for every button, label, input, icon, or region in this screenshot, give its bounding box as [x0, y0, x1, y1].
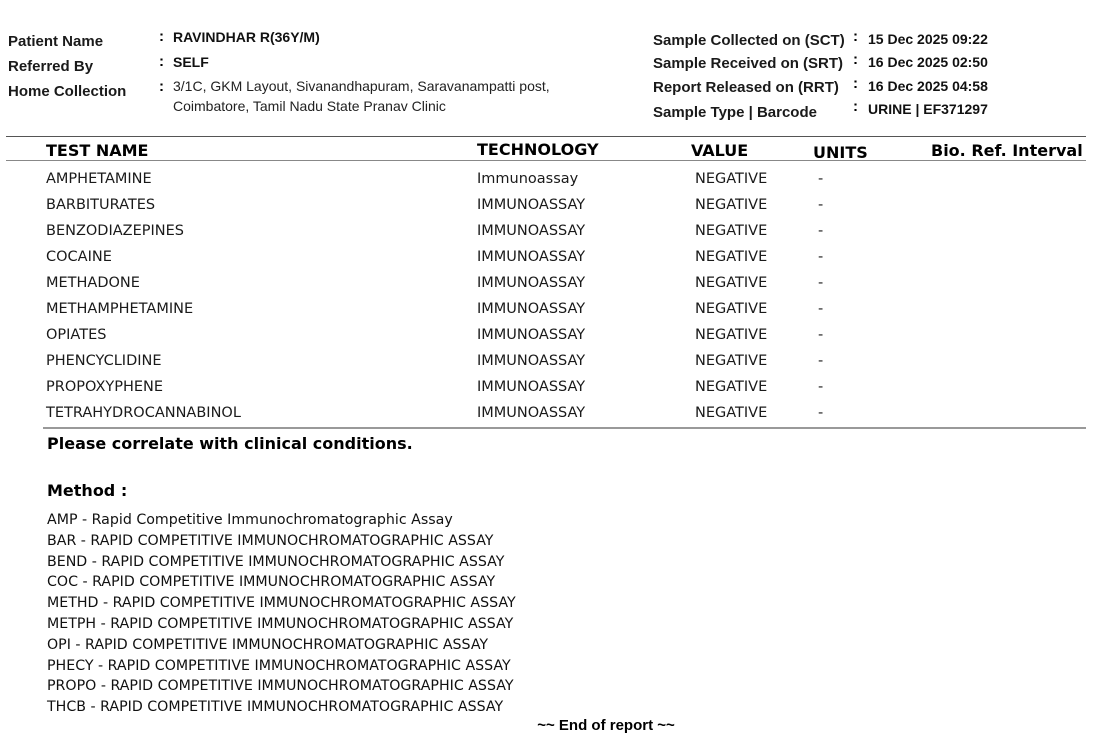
end-of-report: ~~ End of report ~~: [537, 717, 675, 734]
test-name: METHAMPHETAMINE: [46, 301, 194, 317]
table-row: [0, 247, 1103, 273]
report-released-label: Report Released on (RRT): [653, 79, 839, 96]
test-name: COCAINE: [46, 249, 112, 265]
patient-name-label: Patient Name: [8, 33, 104, 50]
method-line: AMP - Rapid Competitive Immunochromatographic Assay: [47, 512, 453, 528]
result-value: NEGATIVE: [695, 223, 768, 239]
test-name: PROPOXYPHENE: [46, 379, 164, 395]
result-value: NEGATIVE: [695, 327, 768, 343]
header-bottom-rule: [6, 160, 1086, 161]
test-name: OPIATES: [46, 327, 107, 343]
units: -: [818, 327, 824, 343]
result-value: NEGATIVE: [695, 249, 768, 265]
table-row: [0, 195, 1103, 221]
method-line: COC - RAPID COMPETITIVE IMMUNOCHROMATOGRAPHIC ASSAY: [47, 574, 496, 591]
home-collection-colon: :: [159, 78, 164, 95]
sample-type-value: URINE | EF371297: [868, 101, 988, 117]
patient-name-value: RAVINDHAR R(36Y/M): [173, 29, 320, 45]
result-value: NEGATIVE: [695, 171, 768, 187]
sample-received-label: Sample Received on (SRT): [653, 55, 844, 72]
method-line: BAR - RAPID COMPETITIVE IMMUNOCHROMATOGRAPHIC ASSAY: [47, 532, 494, 549]
table-row: [0, 403, 1103, 429]
table-bottom-rule: [43, 427, 1086, 429]
method-line: THCB - RAPID COMPETITIVE IMMUNOCHROMATOGRAPHIC ASSAY: [47, 699, 504, 716]
technology: Immunoassay: [477, 171, 579, 187]
units: -: [818, 249, 824, 265]
technology: IMMUNOASSAY: [477, 327, 586, 343]
table-row: [0, 351, 1103, 377]
col-technology: TECHNOLOGY: [477, 140, 599, 159]
test-name: TETRAHYDROCANNABINOL: [46, 405, 241, 421]
units: -: [818, 405, 824, 421]
report-released-colon: :: [853, 75, 858, 92]
technology: IMMUNOASSAY: [477, 301, 586, 317]
address-line-1: 3/1C, GKM Layout, Sivanandhapuram, Saravanampatti post,: [173, 78, 550, 94]
technology: IMMUNOASSAY: [477, 405, 586, 421]
units: -: [818, 171, 824, 187]
result-value: NEGATIVE: [695, 405, 768, 421]
test-name: BENZODIAZEPINES: [46, 223, 184, 239]
sample-type-colon: :: [853, 98, 858, 115]
technology: IMMUNOASSAY: [477, 353, 586, 369]
technology: IMMUNOASSAY: [477, 275, 586, 291]
col-units: UNITS: [813, 143, 868, 162]
table-row: [0, 377, 1103, 403]
method-list: [47, 510, 516, 718]
home-collection-address: [173, 76, 550, 116]
referred-by-colon: :: [159, 53, 164, 70]
method-line: PROPO - RAPID COMPETITIVE IMMUNOCHROMATOGRAPHIC ASSAY: [47, 678, 514, 695]
units: -: [818, 353, 824, 369]
technology: IMMUNOASSAY: [477, 249, 586, 265]
units: -: [818, 223, 824, 239]
header-top-rule: [6, 136, 1086, 137]
method-line: METPH - RAPID COMPETITIVE IMMUNOCHROMATOGRAPHIC ASSAY: [47, 615, 514, 632]
sample-collected-colon: :: [853, 28, 858, 45]
table-row: [0, 299, 1103, 325]
method-line: METHD - RAPID COMPETITIVE IMMUNOCHROMATOGRAPHIC ASSAY: [47, 595, 516, 612]
table-row: [0, 221, 1103, 247]
home-collection-label: Home Collection: [8, 83, 127, 100]
test-name: PHENCYCLIDINE: [46, 353, 162, 369]
method-line: BEND - RAPID COMPETITIVE IMMUNOCHROMATOGRAPHIC ASSAY: [47, 553, 505, 570]
referred-by-label: Referred By: [8, 58, 94, 75]
result-value: NEGATIVE: [695, 197, 768, 213]
table-row: [0, 273, 1103, 299]
report-released-value: 16 Dec 2025 04:58: [868, 78, 988, 94]
units: -: [818, 197, 824, 213]
table-row: [0, 325, 1103, 351]
technology: IMMUNOASSAY: [477, 379, 586, 395]
referred-by-value: SELF: [173, 54, 209, 70]
units: -: [818, 275, 824, 291]
results-table: [0, 169, 1103, 429]
col-value: VALUE: [691, 141, 749, 160]
result-value: NEGATIVE: [695, 301, 768, 317]
units: -: [818, 301, 824, 317]
patient-name-colon: :: [159, 28, 164, 45]
address-line-2: Coimbatore, Tamil Nadu State Pranav Clinic: [173, 98, 446, 114]
method-line: PHECY - RAPID COMPETITIVE IMMUNOCHROMATOGRAPHIC ASSAY: [47, 657, 511, 674]
result-value: NEGATIVE: [695, 275, 768, 291]
units: -: [818, 379, 824, 395]
test-name: BARBITURATES: [46, 197, 156, 213]
test-name: METHADONE: [46, 275, 140, 291]
col-test-name: TEST NAME: [46, 141, 149, 160]
sample-collected-label: Sample Collected on (SCT): [653, 32, 845, 49]
col-bio-ref-interval: Bio. Ref. Interval: [931, 141, 1083, 160]
clinical-note: Please correlate with clinical conditions.: [47, 434, 413, 453]
technology: IMMUNOASSAY: [477, 197, 586, 213]
method-line: OPI - RAPID COMPETITIVE IMMUNOCHROMATOGRAPHIC ASSAY: [47, 636, 489, 653]
technology: IMMUNOASSAY: [477, 223, 586, 239]
result-value: NEGATIVE: [695, 353, 768, 369]
table-row: [0, 169, 1103, 195]
test-name: AMPHETAMINE: [46, 171, 152, 187]
sample-type-label: Sample Type | Barcode: [653, 104, 817, 121]
sample-received-colon: :: [853, 51, 858, 68]
sample-collected-value: 15 Dec 2025 09:22: [868, 31, 988, 47]
result-value: NEGATIVE: [695, 379, 768, 395]
sample-received-value: 16 Dec 2025 02:50: [868, 54, 988, 70]
method-heading: Method :: [47, 481, 128, 500]
